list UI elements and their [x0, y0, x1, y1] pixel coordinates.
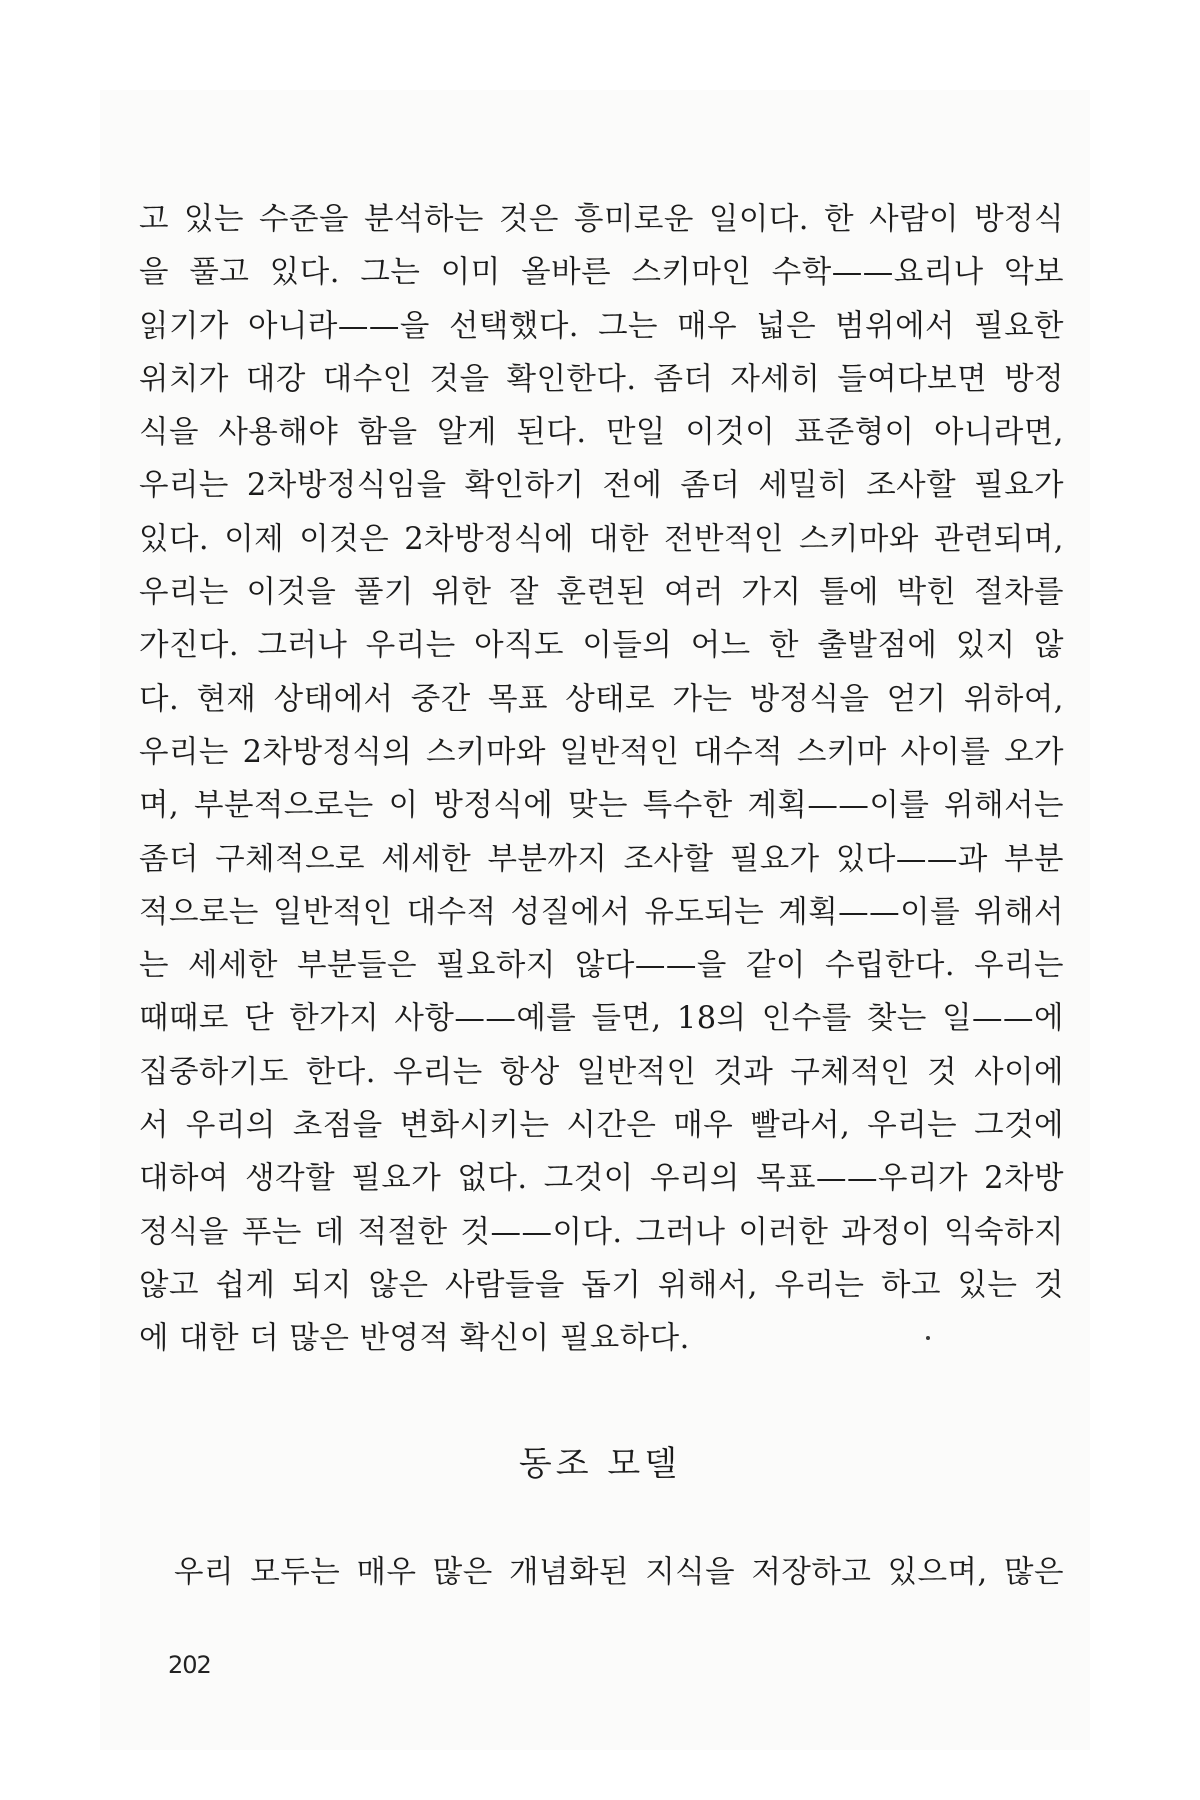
body-line: 있다. 이제 이것은 2차방정식에 대한 전반적인 스키마와 관련되며, — [139, 521, 1064, 557]
body-line: 을 풀고 있다. 그는 이미 올바른 스키마인 수학——요리나 악보 — [139, 255, 1064, 291]
section-heading: 동조 모델 — [518, 1444, 682, 1484]
body-line: 않고 쉽게 되지 않은 사람들을 돕기 위해서, 우리는 하고 있는 것 — [139, 1267, 1064, 1303]
body-line: 우리는 2차방정식의 스키마와 일반적인 대수적 스키마 사이를 오가 — [139, 734, 1064, 770]
body-line: 며, 부분적으로는 이 방정식에 맞는 특수한 계획——이를 위해서는 — [139, 788, 1064, 824]
body-line: 때때로 단 한가지 사항——예를 들면, 18의 인수를 찾는 일——에 — [139, 1001, 1064, 1037]
body-line: 좀더 구체적으로 세세한 부분까지 조사할 필요가 있다——과 부분 — [139, 841, 1064, 877]
body-line: 서 우리의 초점을 변화시키는 시간은 매우 빨라서, 우리는 그것에 — [139, 1108, 1064, 1144]
body-line: 는 세세한 부분들은 필요하지 않다——을 같이 수립한다. 우리는 — [139, 948, 1064, 984]
body-line: 위치가 대강 대수인 것을 확인한다. 좀더 자세히 들여다보면 방정 — [139, 361, 1064, 397]
body-line: 정식을 푸는 데 적절한 것——이다. 그러나 이러한 과정이 익숙하지 — [139, 1214, 1064, 1250]
body-line: 식을 사용해야 함을 알게 된다. 만일 이것이 표준형이 아니라면, — [139, 415, 1064, 451]
body-paragraph — [139, 193, 1064, 1366]
body-line: 고 있는 수준을 분석하는 것은 흥미로운 일이다. 한 사람이 방정식 — [139, 202, 1064, 237]
body-line: 우리는 2차방정식임을 확인하기 전에 좀더 세밀히 조사할 필요가 — [139, 468, 1064, 504]
body-line: 다. 현재 상태에서 중간 목표 상태로 가는 방정식을 얻기 위하여, — [139, 681, 1064, 717]
body-line: 읽기가 아니라——을 선택했다. 그는 매우 넓은 범위에서 필요한 — [139, 308, 1064, 344]
page-number: 202 — [168, 1651, 211, 1679]
body-line: 대하여 생각할 필요가 없다. 그것이 우리의 목표——우리가 2차방 — [139, 1161, 1064, 1197]
body-line-last: 에 대한 더 많은 반영적 확신이 필요하다. — [139, 1321, 690, 1357]
body-line: 우리는 이것을 풀기 위한 잘 훈련된 여러 가지 틀에 박힌 절차를 — [139, 575, 1064, 611]
section-first-line: 우리 모두는 매우 많은 개념화된 지식을 저장하고 있으며, 많은 — [174, 1555, 1064, 1590]
scan-speck — [926, 1336, 930, 1340]
body-line: 가진다. 그러나 우리는 아직도 이들의 어느 한 출발점에 있지 않 — [139, 628, 1064, 664]
body-line: 적으로는 일반적인 대수적 성질에서 유도되는 계획——이를 위해서 — [139, 894, 1064, 930]
body-line: 집중하기도 한다. 우리는 항상 일반적인 것과 구체적인 것 사이에 — [139, 1054, 1064, 1090]
